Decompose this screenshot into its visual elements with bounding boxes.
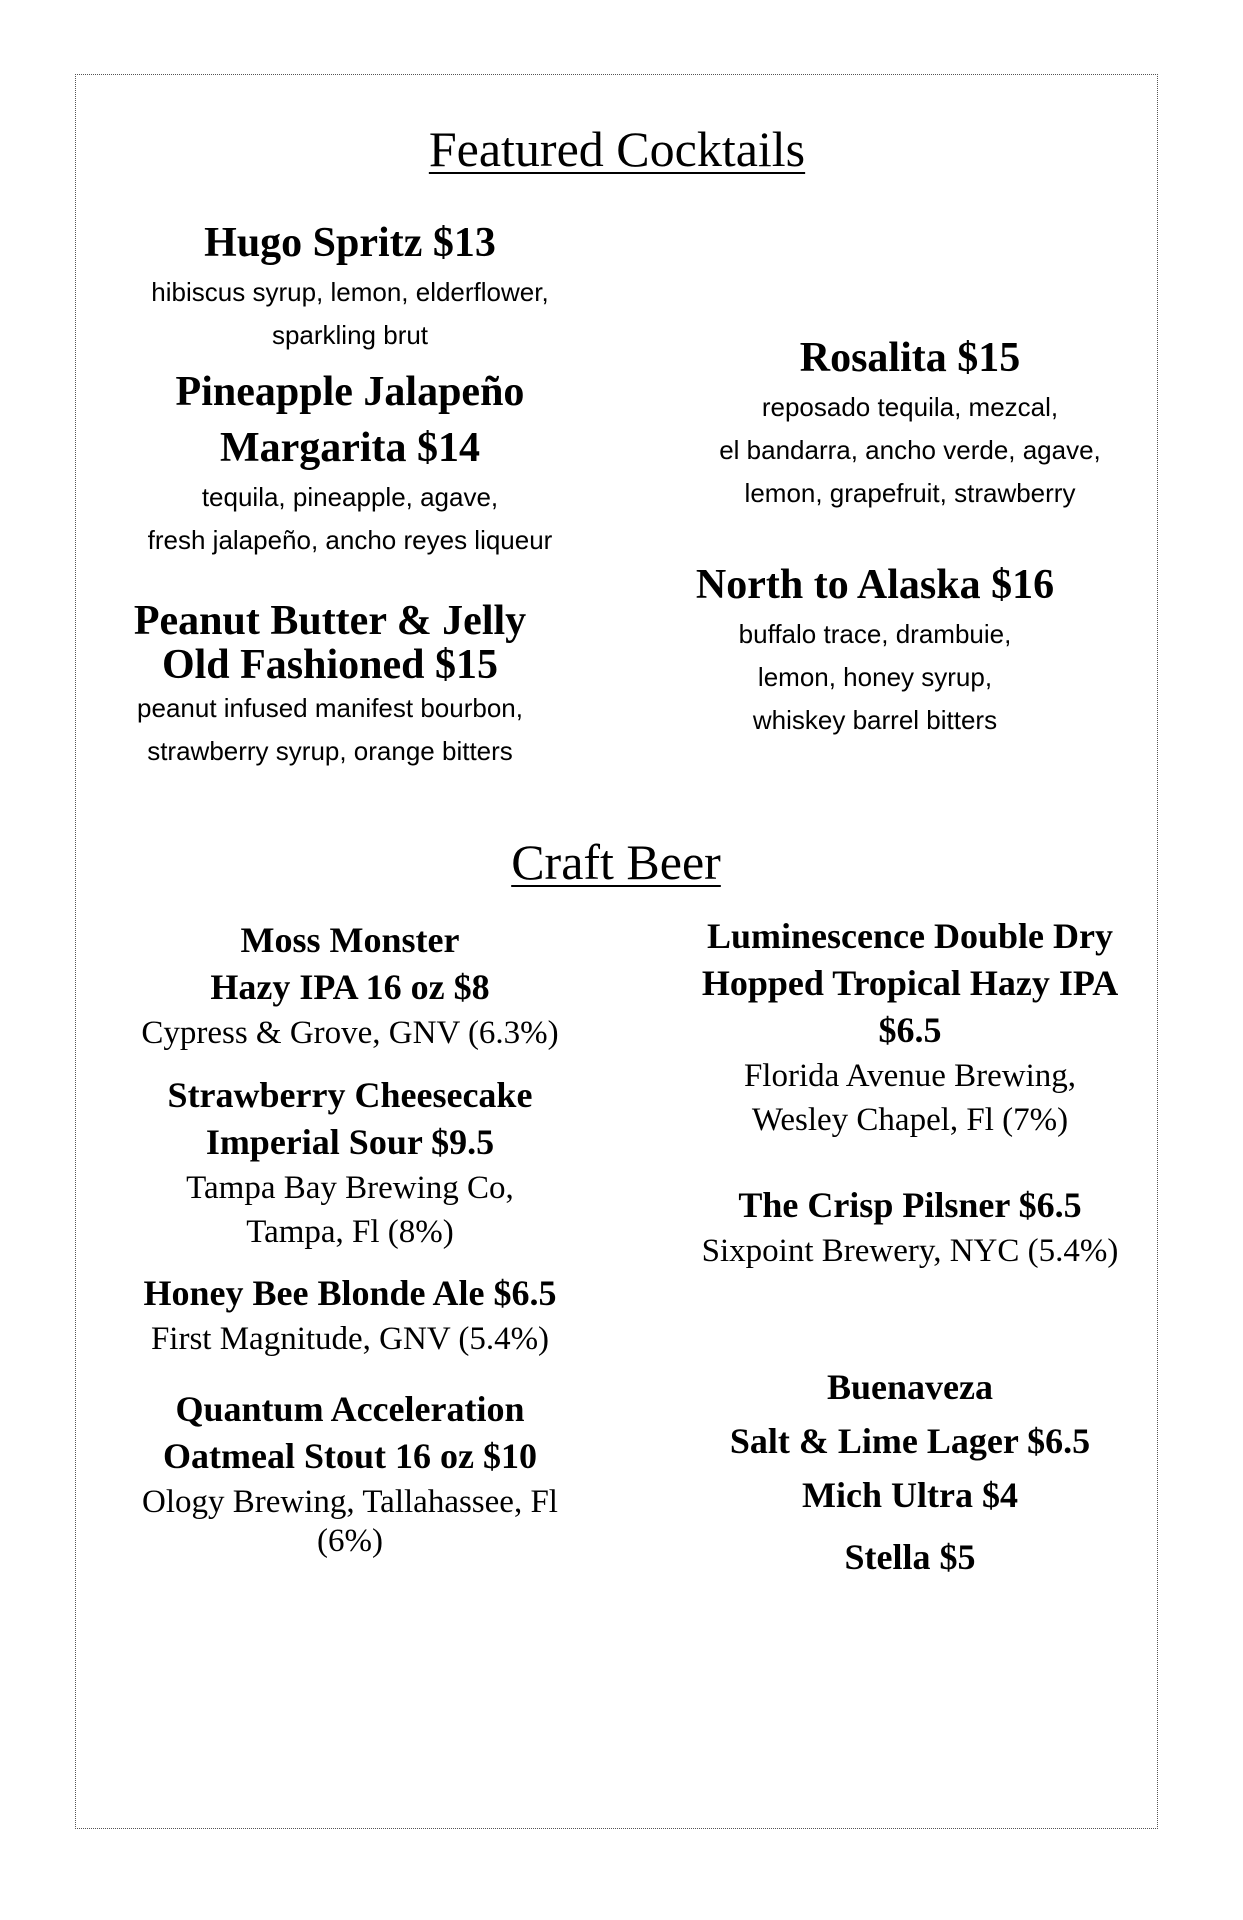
beer-name: Quantum Acceleration [175, 1389, 525, 1429]
beer-name: Imperial Sour $9.5 [205, 1122, 495, 1162]
cocktail-item [70, 599, 590, 773]
beer-name: Salt & Lime Lager $6.5 [729, 1421, 1091, 1461]
beer-name: Mich Ultra $4 [802, 1475, 1018, 1515]
beer-item [80, 1270, 620, 1361]
beer-item [640, 1182, 1180, 1273]
beer-heading: Craft Beer [511, 834, 721, 890]
cocktail-ingredients: buffalo trace, drambuie, [738, 619, 1012, 649]
cocktail-ingredients: sparkling brut [271, 320, 429, 350]
beer-name: Hopped Tropical Hazy IPA [701, 963, 1119, 1003]
cocktail-name: Peanut Butter & Jelly [133, 598, 527, 644]
cocktail-name: North to Alaska $16 [695, 562, 1055, 608]
beer-name: The Crisp Pilsner $6.5 [738, 1185, 1082, 1225]
cocktail-ingredients: whiskey barrel bitters [752, 705, 998, 735]
beer-item [80, 1072, 620, 1254]
beer-name: Luminescence Double Dry [707, 916, 1113, 956]
beer-brewery: Tampa, Fl (8%) [246, 1214, 454, 1250]
beer-brewery: Wesley Chapel, Fl (7%) [751, 1102, 1069, 1138]
cocktail-ingredients: reposado tequila, mezcal, [761, 392, 1059, 422]
beer-brewery: Tampa Bay Brewing Co, [186, 1170, 514, 1206]
beer-name: $6.5 [878, 1010, 942, 1050]
beer-name: Strawberry Cheesecake [167, 1075, 533, 1115]
cocktail-item [90, 364, 610, 562]
cocktail-name: Hugo Spritz $13 [204, 220, 496, 266]
cocktail-ingredients: hibiscus syrup, lemon, elderflower, [151, 277, 549, 307]
cocktail-name: Pineapple Jalapeño [175, 369, 525, 415]
cocktail-name: Rosalita $15 [799, 335, 1021, 381]
beer-name: Moss Monster [240, 920, 460, 960]
cocktail-ingredients: lemon, honey syrup, [757, 662, 993, 692]
cocktail-ingredients: tequila, pineapple, agave, [201, 482, 499, 512]
beer-item [80, 1386, 620, 1558]
cocktail-ingredients: lemon, grapefruit, strawberry [744, 478, 1076, 508]
beer-brewery: Florida Avenue Brewing, [743, 1058, 1077, 1094]
cocktails-heading: Featured Cocktails [428, 121, 806, 177]
cocktail-item [615, 557, 1135, 742]
beer-name: Stella $5 [844, 1537, 976, 1577]
cocktail-item [90, 215, 610, 357]
beer-name: Buenaveza [827, 1367, 993, 1407]
cocktail-ingredients: el bandarra, ancho verde, agave, [719, 435, 1101, 465]
cocktail-name: Margarita $14 [219, 425, 481, 471]
beer-name: Honey Bee Blonde Ale $6.5 [143, 1273, 557, 1313]
cocktail-ingredients: peanut infused manifest bourbon, [137, 693, 523, 723]
beer-item [80, 917, 620, 1055]
beer-item [640, 913, 1180, 1142]
beer-brewery: First Magnitude, GNV (5.4%) [150, 1321, 550, 1357]
beer-brewery: Cypress & Grove, GNV (6.3%) [141, 1015, 559, 1051]
cocktail-name: Old Fashioned $15 [161, 642, 499, 688]
cocktail-item [650, 330, 1170, 515]
beer-name: Oatmeal Stout 16 oz $10 [163, 1436, 537, 1476]
beer-brewery: Sixpoint Brewery, NYC (5.4%) [701, 1233, 1119, 1269]
cocktail-ingredients: strawberry syrup, orange bitters [147, 736, 513, 766]
cocktail-ingredients: fresh jalapeño, ancho reyes liqueur [147, 525, 553, 555]
beer-brewery: Ology Brewing, Tallahassee, Fl [142, 1484, 558, 1520]
beer-name: Hazy IPA 16 oz $8 [210, 967, 490, 1007]
beer-brewery: (6%) [317, 1523, 383, 1559]
